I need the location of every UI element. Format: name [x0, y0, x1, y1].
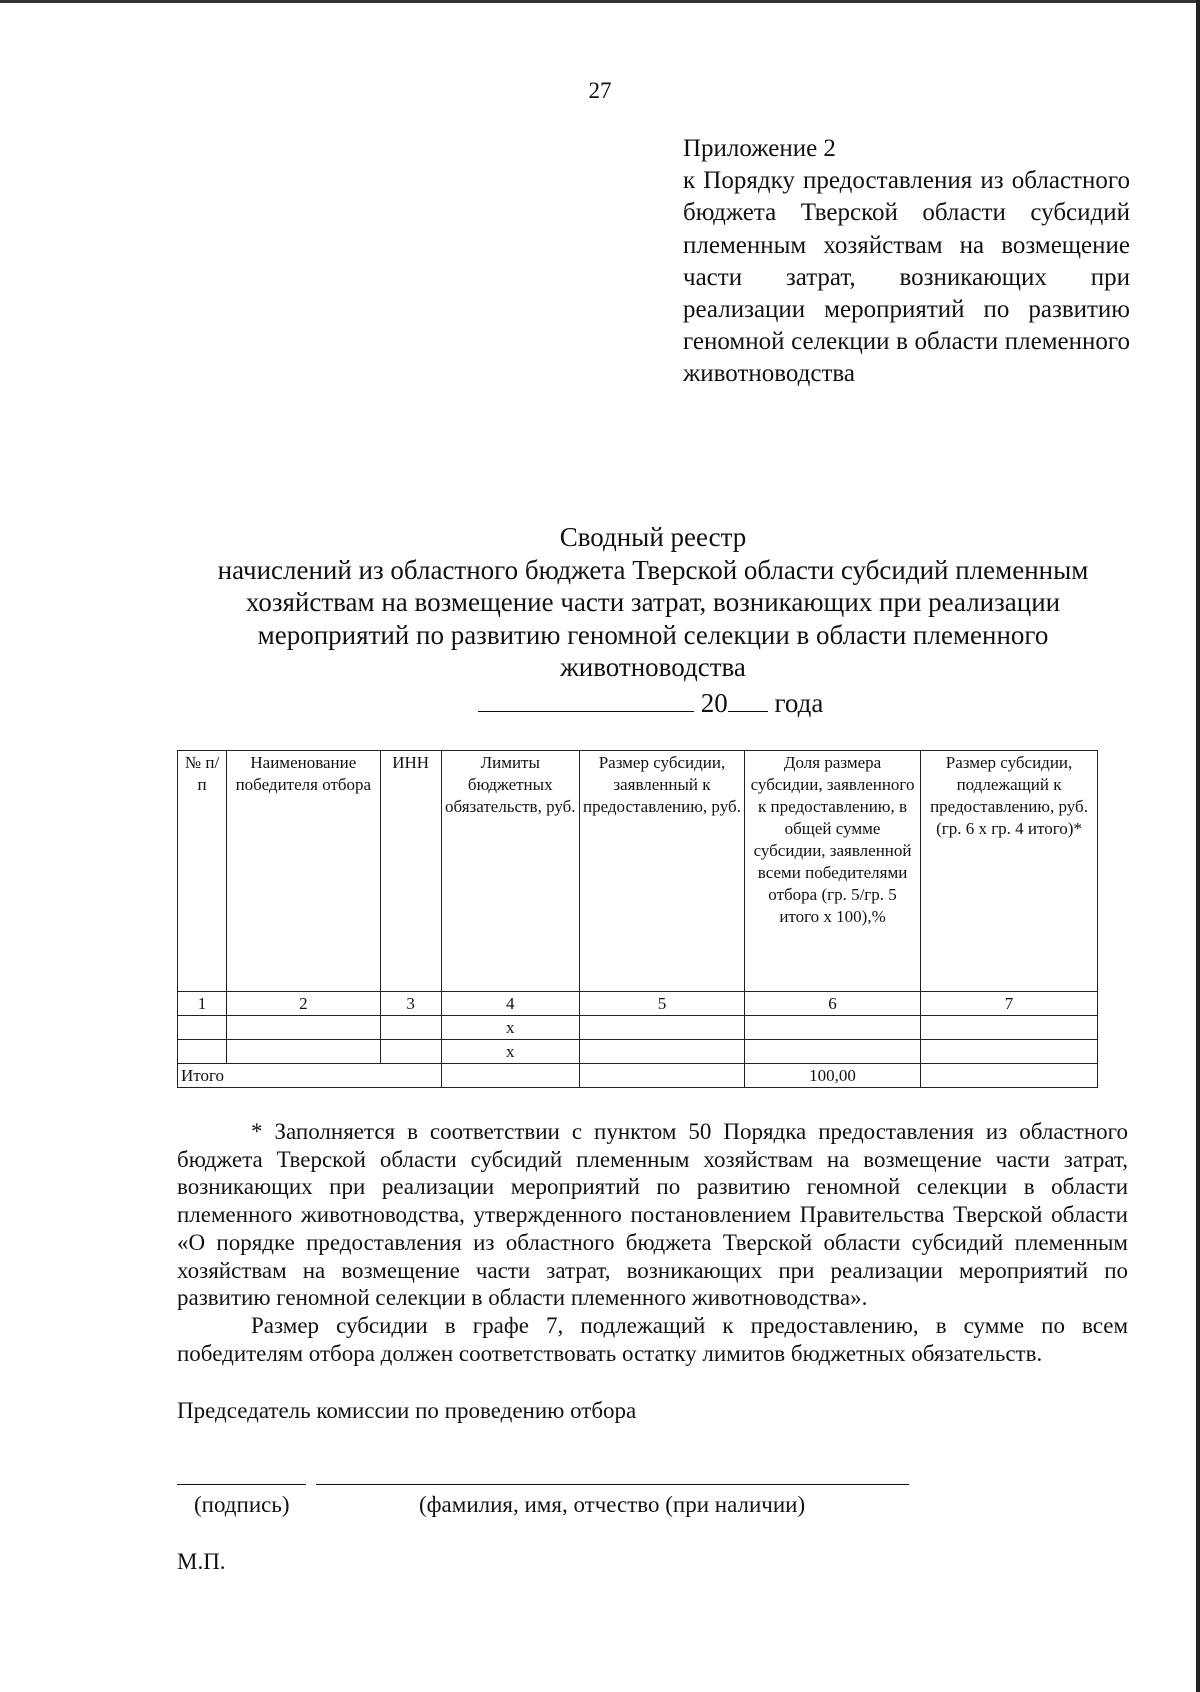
column-number: 1 — [178, 992, 227, 1016]
table-cell: х — [441, 1040, 579, 1064]
total-cell: 100,00 — [745, 1064, 921, 1088]
date-blank — [478, 689, 694, 712]
scan-edge-top — [0, 0, 1200, 3]
table-cell — [745, 1040, 921, 1064]
column-number: 5 — [579, 992, 744, 1016]
header-cell: Размер субсидии, подлежащий к предоставлению, руб. (гр. 6 х гр. 4 итого)* — [921, 751, 1098, 992]
table-cell — [921, 1040, 1098, 1064]
table-row — [178, 1016, 1098, 1040]
register-subtitle-line: животноводства — [560, 652, 746, 682]
register-subtitle-line: начислений из областного бюджета Тверской области субсидий племенным — [217, 554, 1089, 585]
column-number: 3 — [380, 992, 441, 1016]
register-subtitle-line: хозяйствам на возмещение части затрат, возникающих при реализации — [245, 587, 1061, 617]
register-heading — [170, 521, 1136, 684]
appendix-body: к Порядку предоставления из областного бюджета Тверской области субсидий племенным хозяйствам на возмещение части затрат, возникающих при реализации мероприятий по развитию геномной селекции в области племенного животноводства — [683, 167, 1130, 388]
footnote-paragraph: Размер субсидии в графе 7, подлежащий к предоставлению, в сумме по всем победителям отбора должен соответствовать остатку лимитов бюджетных обязательств. — [177, 1312, 1128, 1366]
table-cell — [380, 1040, 441, 1064]
table-cell — [579, 1040, 744, 1064]
signature-line — [177, 1484, 306, 1485]
register-subtitle-line: мероприятий по развитию геномной селекции в области племенного — [257, 619, 1049, 650]
header-cell: ИНН — [380, 751, 441, 992]
table-cell — [745, 1016, 921, 1040]
appendix-title: Приложение 2 — [683, 135, 836, 162]
table-cell — [178, 1040, 227, 1064]
register-table — [177, 750, 1098, 1088]
header-cell: Наименование победителя отбора — [227, 751, 380, 992]
table-row — [178, 1040, 1098, 1064]
column-number-row — [178, 992, 1098, 1016]
footnote — [177, 1118, 1128, 1367]
header-cell: № п/п — [178, 751, 227, 992]
chair-label: Председатель комиссии по проведению отбора — [177, 1398, 637, 1423]
register-title: Сводный реестр — [559, 522, 747, 552]
signature-caption: (подпись) — [194, 1492, 290, 1517]
page-number: 27 — [588, 78, 612, 103]
total-cell — [921, 1064, 1098, 1088]
header-cell: Размер субсидии, заявленный к предоставлению, руб. — [579, 751, 744, 992]
table-total-row — [178, 1064, 1098, 1088]
total-cell — [441, 1064, 579, 1088]
header-cell: Лимиты бюджетных обязательств, руб. — [441, 751, 579, 992]
name-caption: (фамилия, имя, отчество (при наличии) — [419, 1492, 806, 1517]
name-line — [316, 1484, 909, 1485]
total-cell — [579, 1064, 744, 1088]
footnote-paragraph: * Заполняется в соответствии с пунктом 50 Порядка предоставления из областного бюджета Тверской области субсидий племенным хозяйствам на возмещение части затрат, возникающих при реализации мероприятий по развитию геномной селекции в области племенного животноводства, утвержденного постановлением Правительства Тверской области «О порядке предоставления из областного бюджета Тверской области субсидий племенным хозяйствам на возмещение части затрат, возникающих при реализации мероприятий по развитию геномной селекции в области племенного животноводства». — [177, 1119, 1128, 1311]
year-field — [478, 688, 823, 719]
table-cell — [227, 1040, 380, 1064]
column-number: 6 — [745, 992, 921, 1016]
year-prefix: 20 — [700, 688, 728, 718]
column-number: 4 — [441, 992, 579, 1016]
table-cell — [579, 1016, 744, 1040]
table-cell — [227, 1016, 380, 1040]
year-suffix: года — [774, 688, 824, 718]
total-label: Итого — [178, 1064, 442, 1088]
year-blank — [728, 689, 768, 712]
column-number: 7 — [921, 992, 1098, 1016]
scan-edge-right — [1196, 0, 1200, 1692]
table-cell: х — [441, 1016, 579, 1040]
table-header-row — [178, 751, 1098, 992]
table-cell — [380, 1016, 441, 1040]
header-cell: Доля размера субсидии, заявленного к предоставлению, в общей сумме субсидии, заявленной всеми победителями отбора (гр. 5/гр. 5 итого х 100),% — [745, 751, 921, 992]
column-number: 2 — [227, 992, 380, 1016]
table-cell — [178, 1016, 227, 1040]
seal-label: М.П. — [177, 1549, 226, 1574]
appendix-block — [683, 133, 1130, 391]
table-cell — [921, 1016, 1098, 1040]
